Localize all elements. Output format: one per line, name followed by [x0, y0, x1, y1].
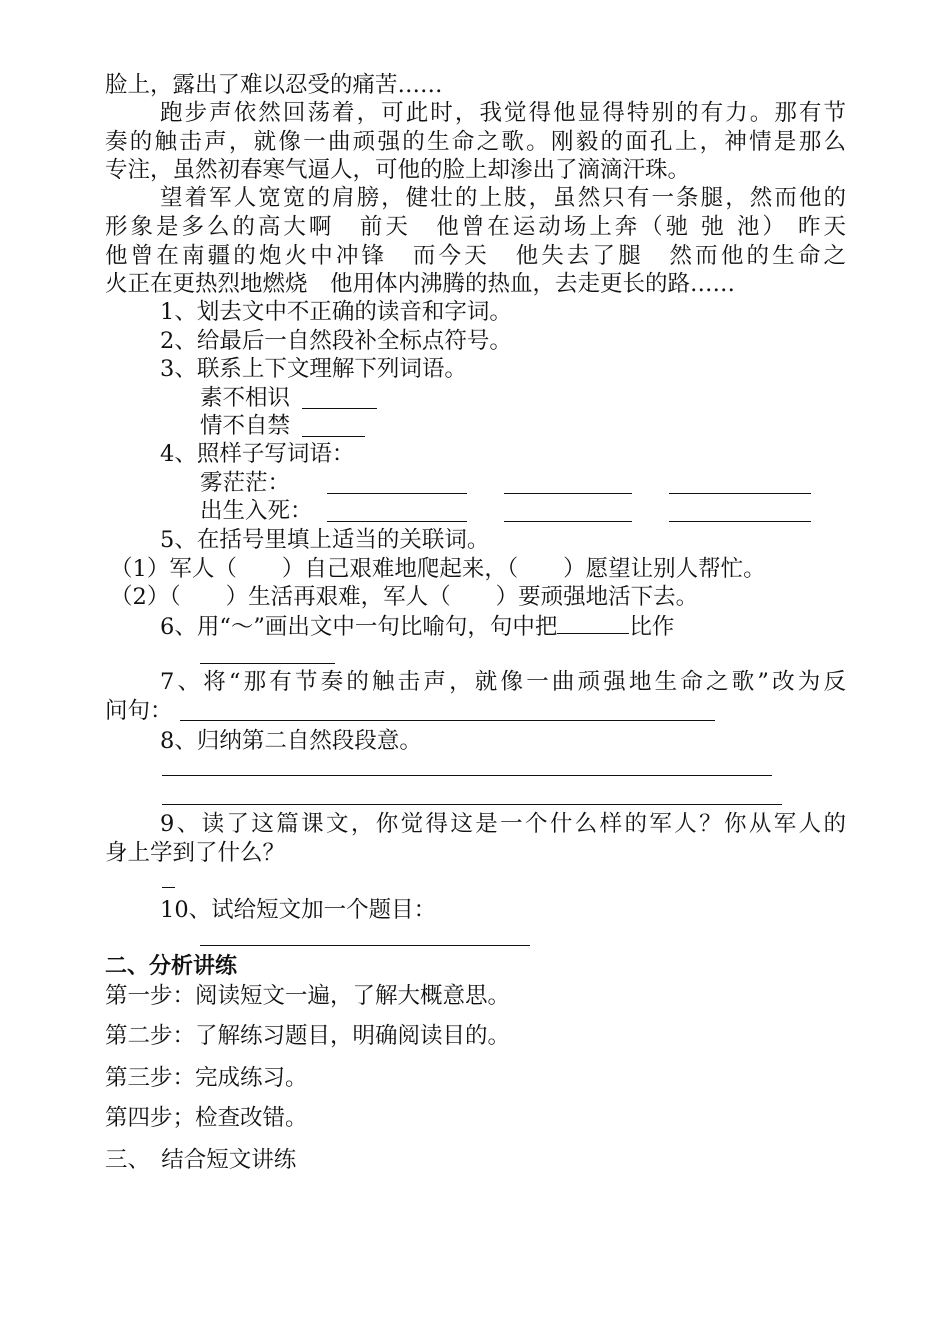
- passage-line: 望着军人宽宽的肩膀，健壮的上肢，虽然只有一条腿，然而他的: [160, 185, 846, 211]
- q6-answer-line[interactable]: [200, 663, 335, 664]
- question-2: 2、给最后一自然段补全标点符号。: [160, 328, 512, 354]
- q5-sentence-2: （2）（ ）生活再艰难，军人（ ）要顽强地活下去。: [110, 584, 699, 610]
- q6-tail: 比作: [629, 614, 675, 640]
- q4-blank-b3[interactable]: [669, 521, 811, 522]
- question-4: 4、照样子写词语：: [160, 441, 355, 467]
- question-6: [160, 611, 674, 641]
- question-10: 10、试给短文加一个题目：: [160, 897, 437, 923]
- step-3: 第三步：完成练习。: [105, 1065, 308, 1091]
- passage-line: 他曾在南疆的炮火中冲锋 而今天 他失去了腿 然而他的生命之: [105, 243, 846, 269]
- q6-text: 6、用“～”画出文中一句比喻句，句中把: [160, 614, 558, 640]
- question-5: 5、在括号里填上适当的关联词。: [160, 527, 490, 553]
- q8-answer-line-2[interactable]: [162, 804, 782, 805]
- question-7-cont: 问句：: [105, 698, 173, 724]
- q7-answer-line[interactable]: [180, 720, 715, 721]
- q4-blank-b1[interactable]: [327, 521, 467, 522]
- q4-blank-a1[interactable]: [327, 493, 467, 494]
- passage-line: 火正在更热烈地燃烧 他用体内沸腾的热血，去走更长的路……: [105, 271, 736, 297]
- q3-word-a: 素不相识: [200, 385, 291, 411]
- q3-answer-blank-b[interactable]: [302, 436, 365, 437]
- section-2-heading: 二、分析讲练: [105, 953, 238, 979]
- q4-example-a: 雾茫茫：: [200, 470, 291, 496]
- question-3: 3、联系上下文理解下列词语。: [160, 356, 467, 382]
- passage-line: 专注，虽然初春寒气逼人，可他的脸上却渗出了滴滴汗珠。: [105, 157, 691, 183]
- q5-sentence-1: （1）军人（ ）自己艰难地爬起来，（ ）愿望让别人帮忙。: [110, 556, 766, 582]
- q4-blank-b2[interactable]: [504, 521, 632, 522]
- q4-blank-a2[interactable]: [504, 493, 632, 494]
- q3-answer-blank-a[interactable]: [302, 408, 377, 409]
- q10-answer-line[interactable]: [200, 945, 530, 946]
- step-1: 第一步：阅读短文一遍，了解大概意思。: [105, 983, 511, 1009]
- question-9: 9、读了这篇课文，你觉得这是一个什么样的军人？你从军人的: [160, 811, 846, 837]
- q8-answer-line-1[interactable]: [162, 775, 772, 776]
- question-1: 1、划去文中不正确的读音和字词。: [160, 299, 512, 325]
- q6-blank[interactable]: [557, 611, 629, 634]
- question-8: 8、归纳第二自然段段意。: [160, 728, 422, 754]
- passage-line: 形象是多么的高大啊 前天 他曾在运动场上奔（驰 弛 池） 昨天: [105, 214, 846, 240]
- q4-example-b: 出生入死：: [200, 498, 313, 524]
- q9-answer-line[interactable]: [162, 887, 175, 888]
- step-4: 第四步；检查改错。: [105, 1105, 308, 1131]
- passage-line: 脸上，露出了难以忍受的痛苦……: [105, 72, 443, 98]
- q4-blank-a3[interactable]: [669, 493, 811, 494]
- question-9-cont: 身上学到了什么？: [105, 840, 286, 866]
- question-7: 7、将“那有节奏的触击声，就像一曲顽强地生命之歌”改为反: [160, 669, 846, 695]
- passage-line: 跑步声依然回荡着，可此时，我觉得他显得特别的有力。那有节: [160, 100, 846, 126]
- step-2: 第二步：了解练习题目，明确阅读目的。: [105, 1023, 511, 1049]
- section-3-heading: 三、 结合短文讲练: [105, 1147, 297, 1173]
- q3-word-b: 情不自禁: [200, 413, 291, 439]
- passage-line: 奏的触击声，就像一曲顽强的生命之歌。刚毅的面孔上，神情是那么: [105, 129, 846, 155]
